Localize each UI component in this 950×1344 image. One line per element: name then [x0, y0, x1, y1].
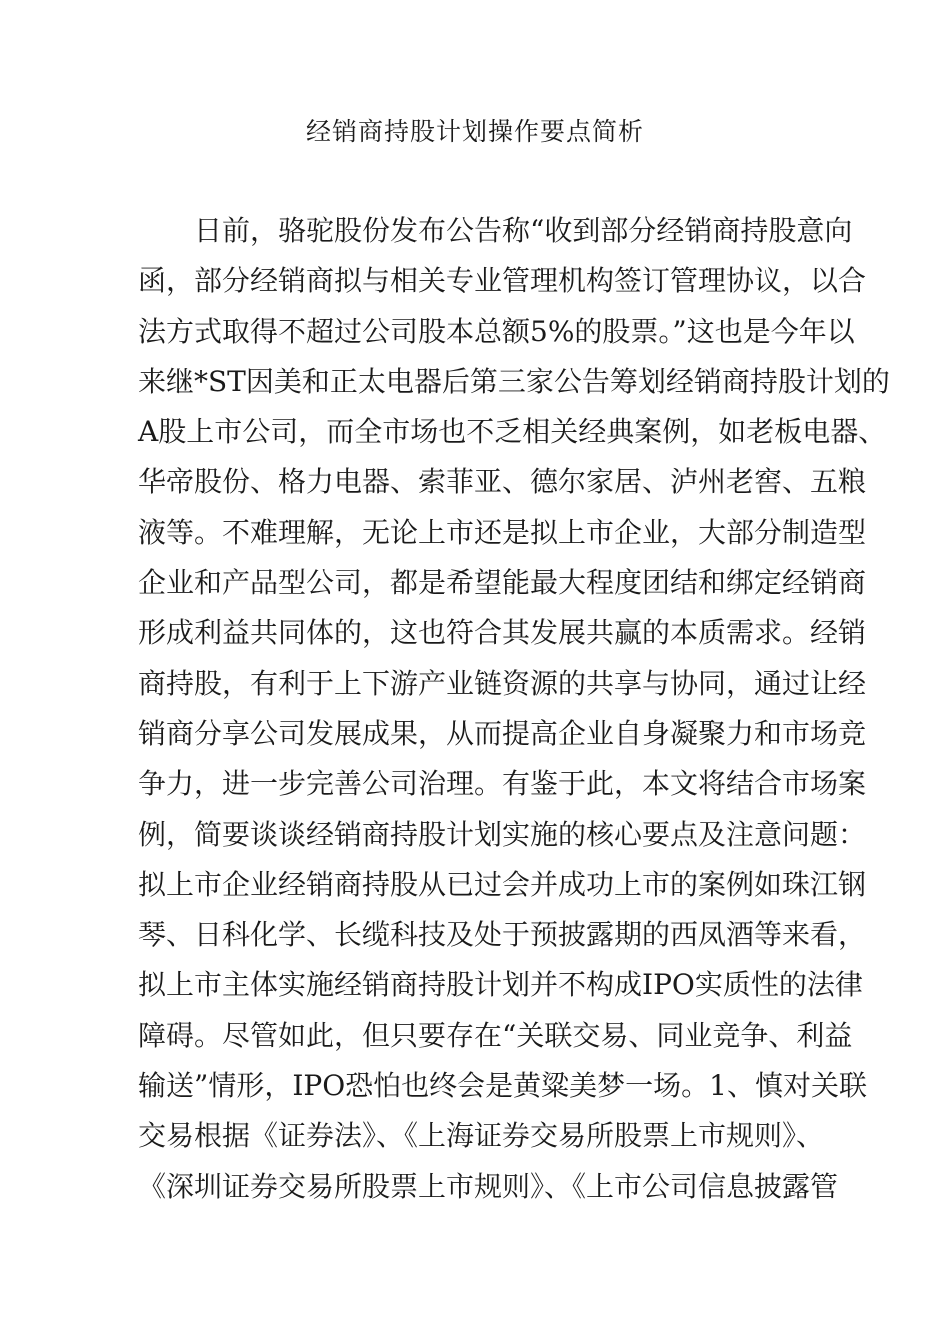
body-line: 法方式取得不超过公司股本总额5%的股票。”这也是今年以 — [138, 314, 855, 348]
body-line: 华帝股份、格力电器、索菲亚、德尔家居、泸州老窖、五粮 — [138, 465, 867, 499]
body-line: 例，简要谈谈经销商持股计划实施的核心要点及注意问题： — [138, 817, 867, 851]
body-line: 来继*ST因美和正太电器后第三家公告筹划经销商持股计划的 — [138, 364, 890, 398]
body-line: 拟上市企业经销商持股从已过会并成功上市的案例如珠江钢 — [138, 867, 867, 901]
body-line: 《深圳证券交易所股票上市规则》、《上市公司信息披露管 — [138, 1169, 839, 1203]
body-line: 液等。不难理解，无论上市还是拟上市企业，大部分制造型 — [138, 515, 867, 549]
body-line: 商持股，有利于上下游产业链资源的共享与协同，通过让经 — [138, 666, 867, 700]
body-line: 形成利益共同体的，这也符合其发展共赢的本质需求。经销 — [138, 616, 867, 650]
body-line: 琴、日科化学、长缆科技及处于预披露期的西凤酒等来看， — [138, 918, 867, 952]
document-body — [138, 206, 890, 1212]
body-line: 拟上市主体实施经销商持股计划并不构成IPO实质性的法律 — [138, 968, 863, 1002]
document-title: 经销商持股计划操作要点简析 — [305, 117, 644, 146]
body-line: 交易根据《证券法》、《上海证券交易所股票上市规则》、 — [138, 1119, 825, 1153]
body-line: A股上市公司，而全市场也不乏相关经典案例，如老板电器、 — [138, 415, 887, 449]
body-line: 输送”情形，IPO恐怕也终会是黄粱美梦一场。1、慎对关联 — [138, 1069, 867, 1103]
body-line: 障碍。尽管如此，但只要存在“关联交易、同业竞争、利益 — [138, 1018, 853, 1052]
body-line: 日前，骆驼股份发布公告称“收到部分经销商持股意向 — [194, 214, 853, 247]
body-line: 销商分享公司发展成果，从而提高企业自身凝聚力和市场竞 — [138, 716, 867, 750]
body-line: 争力，进一步完善公司治理。有鉴于此，本文将结合市场案 — [138, 767, 867, 801]
body-line: 企业和产品型公司，都是希望能最大程度团结和绑定经销商 — [138, 566, 867, 600]
body-line: 函，部分经销商拟与相关专业管理机构签订管理协议，以合 — [138, 264, 867, 298]
